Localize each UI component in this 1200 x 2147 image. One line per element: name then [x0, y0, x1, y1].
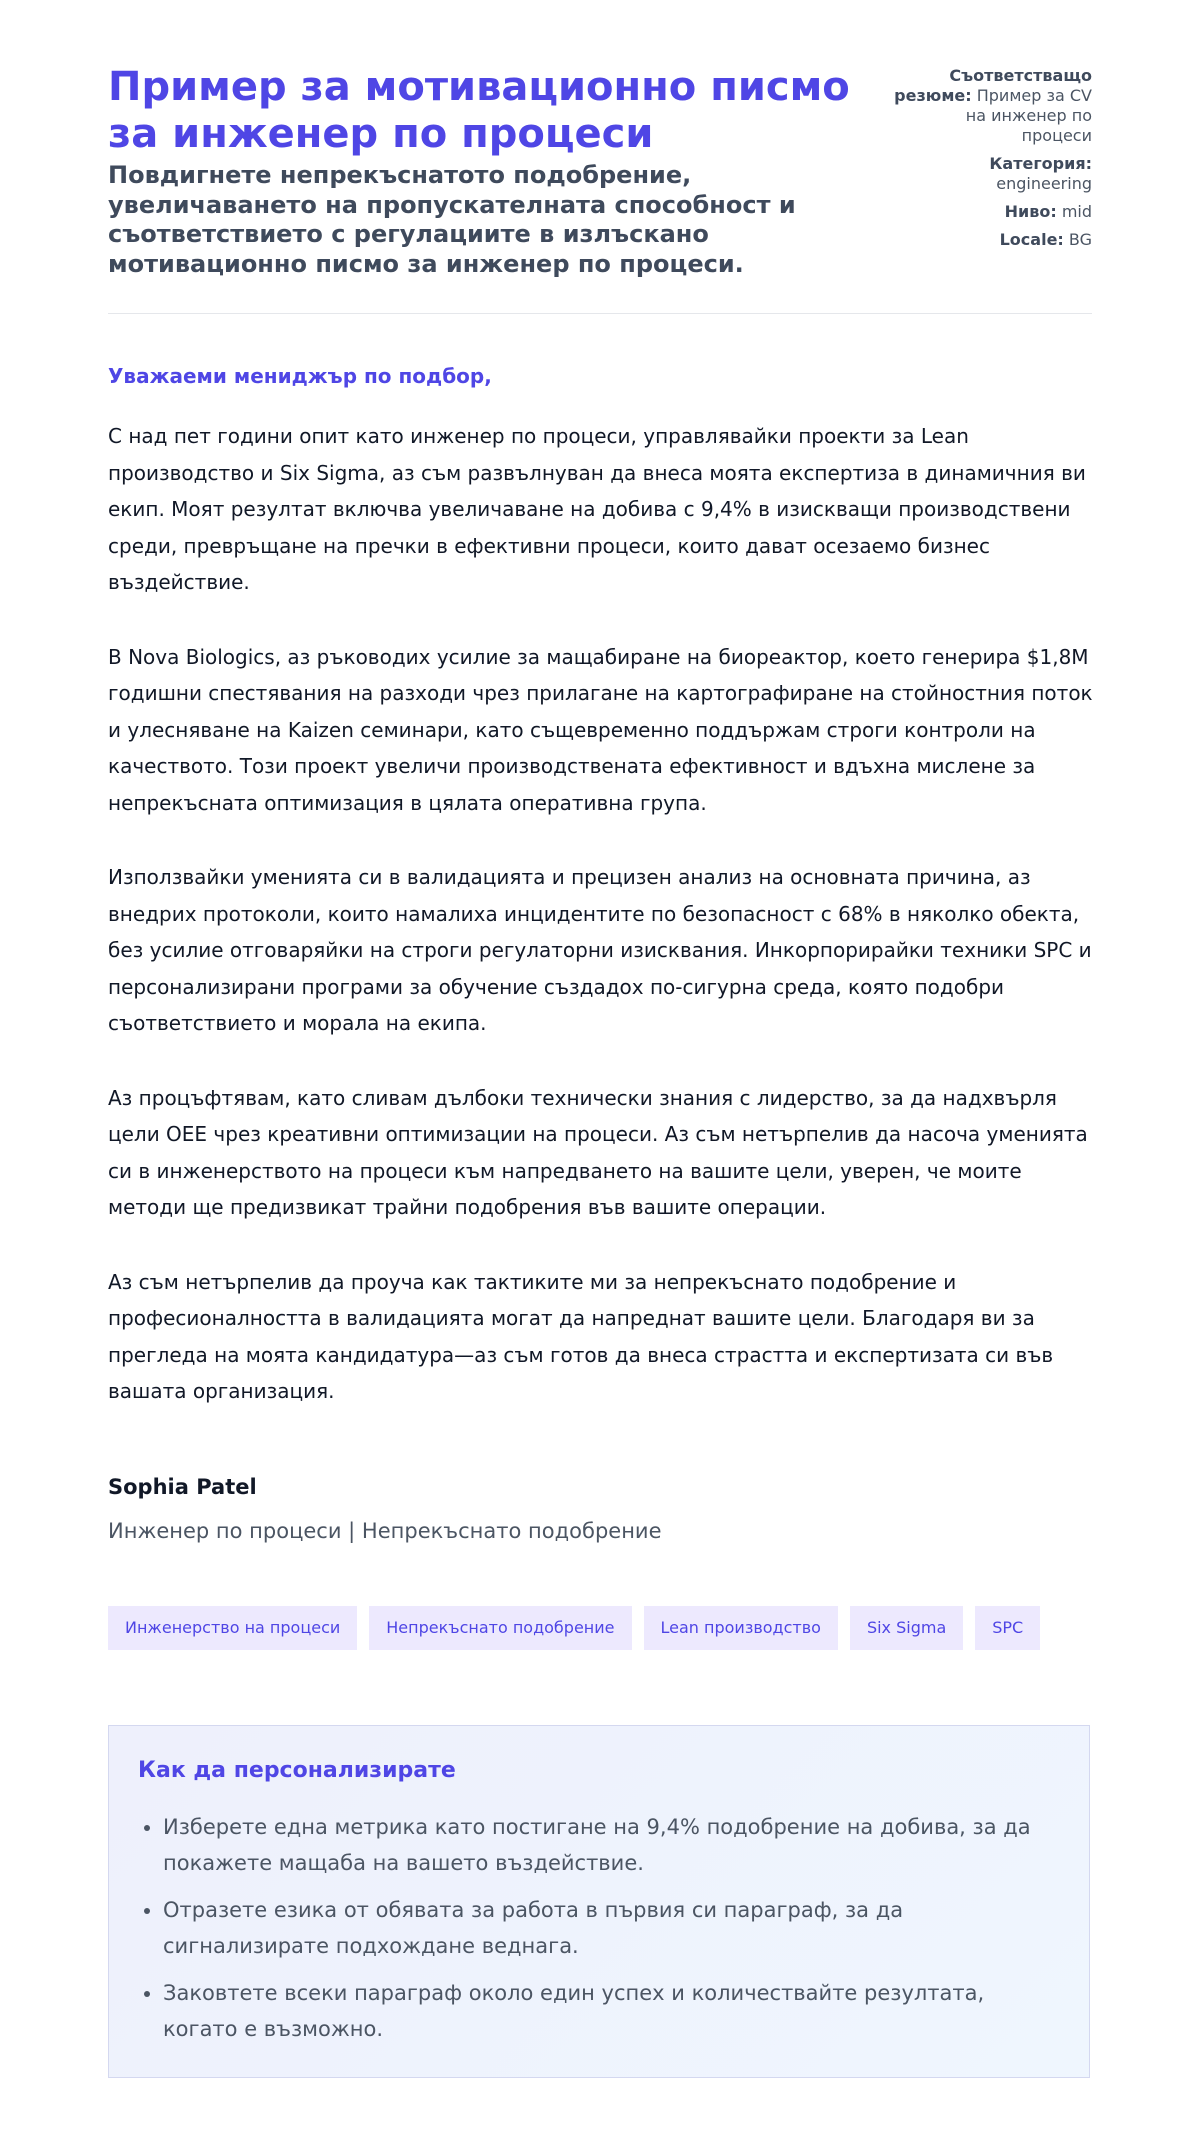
skill-tag[interactable]: Six Sigma: [850, 1606, 963, 1650]
meta-locale-value: BG: [1068, 230, 1092, 249]
letter-paragraph-3: Използвайки уменията си в валидацията и прецизен анализ на основната причина, аз внедрих протоколи, които намалиха инцидентите по безопасност с 68% в няколко обекта, без усилие отговаряйки на строги регулаторни изисквания. Инкорпорирайки техники SPC и персонализирани програми за обучение създадох по-сигурна среда, която подобри съответствието и морала на екипа.: [108, 865, 1092, 1035]
meta-resume: [892, 66, 1092, 146]
meta-panel: [892, 66, 1092, 258]
skill-tag[interactable]: Инженерство на процеси: [108, 1606, 357, 1650]
page-header: [108, 64, 1092, 314]
tips-list-item: • Отразете езика от обявата за работа в първия си параграф, за да сигнализирате подхождане веднага.: [163, 1893, 1058, 1964]
page-title: Пример за мотивационно писмо за инженер по процеси: [108, 64, 850, 157]
letter-paragraph-4: Аз процъфтявам, като сливам дълбоки технически знания с лидерство, за да надхвърля цели OEE чрез креативни оптимизации на процеси. Аз съм нетърпелив да насоча уменията си в инженерството на процеси към напредването на вашите цели, уверен, че моите методи ще предизвикат трайни подобрения във вашите операции.: [108, 1085, 1088, 1219]
skill-tags: [108, 1606, 1040, 1650]
meta-locale-label: Locale:: [999, 230, 1064, 249]
meta-category: [892, 154, 1092, 194]
meta-locale: [892, 230, 1092, 250]
letter-body: [108, 418, 1098, 1448]
letter-salutation: Уважаеми мениджър по подбор,: [108, 364, 492, 388]
meta-resume-label: Съответстващо резюме:: [894, 66, 1092, 105]
skill-tag[interactable]: Lean производство: [644, 1606, 838, 1650]
letter-paragraph-2: В Nova Biologics, аз ръководих усилие за мащабиране на биореактор, което генерира $1,8M годишни спестявания на разходи чрез прилагане на картографиране на стойностния поток и улесняване на Kaizen семинари, като същевременно поддържам строги контроли на качеството. Този проект увеличи производствената ефективност и вдъхна мислене за непрекъсната оптимизация в цялата оперативна група.: [108, 644, 1093, 815]
meta-category-value: engineering: [996, 174, 1092, 193]
signature-title: Инженер по процеси | Непрекъснато подобрение: [108, 1519, 662, 1543]
meta-category-label: Категория:: [989, 154, 1092, 173]
meta-resume-value[interactable]: Пример за CV на инженер по процеси: [965, 86, 1092, 145]
skill-tag[interactable]: SPC: [975, 1606, 1040, 1650]
customize-tips-box: [108, 1725, 1090, 2078]
header-divider: [108, 313, 1092, 314]
page-subtitle: Повдигнете непрекъснатото подобрение, увеличаването на пропускателната способност и съответствието с регулациите в излъскано мотивационно писмо за инженер по процеси.: [108, 161, 796, 278]
skill-tag[interactable]: Непрекъснато подобрение: [369, 1606, 631, 1650]
meta-level-label: Ниво:: [1004, 202, 1057, 221]
tips-list: [138, 1810, 1058, 2059]
tips-heading: Как да персонализирате: [138, 1758, 456, 1783]
tips-list-item: • Заковтете всеки параграф около един успех и количествайте резултата, когато е възможно.: [163, 1976, 1058, 2047]
letter-paragraph-5: Аз съм нетърпелив да проуча как тактиките ми за непрекъснато подобрение и професионалността в валидацията могат да напреднат вашите цели. Благодаря ви за прегледа на моята кандидатура—аз съм готов да внеса страстта и експертизата си във вашата организация.: [108, 1269, 1054, 1403]
meta-level: [892, 202, 1092, 222]
tips-list-item: • Изберете една метрика като постигане на 9,4% подобрение на добива, за да покажете мащаба на вашето въздействие.: [163, 1810, 1058, 1881]
letter-paragraph-1: С над пет години опит като инженер по процеси, управлявайки проекти за Lean производство и Six Sigma, аз съм развълнуван да внеса моята експертиза в динамичния ви екип. Моят резултат включва увеличаване на добива с 9,4% в изискващи производствени среди, превръщане на пречки в ефективни процеси, които дават осезаемо бизнес въздействие.: [108, 424, 1086, 594]
meta-level-value: mid: [1061, 202, 1092, 221]
signature-name: Sophia Patel: [108, 1475, 257, 1499]
